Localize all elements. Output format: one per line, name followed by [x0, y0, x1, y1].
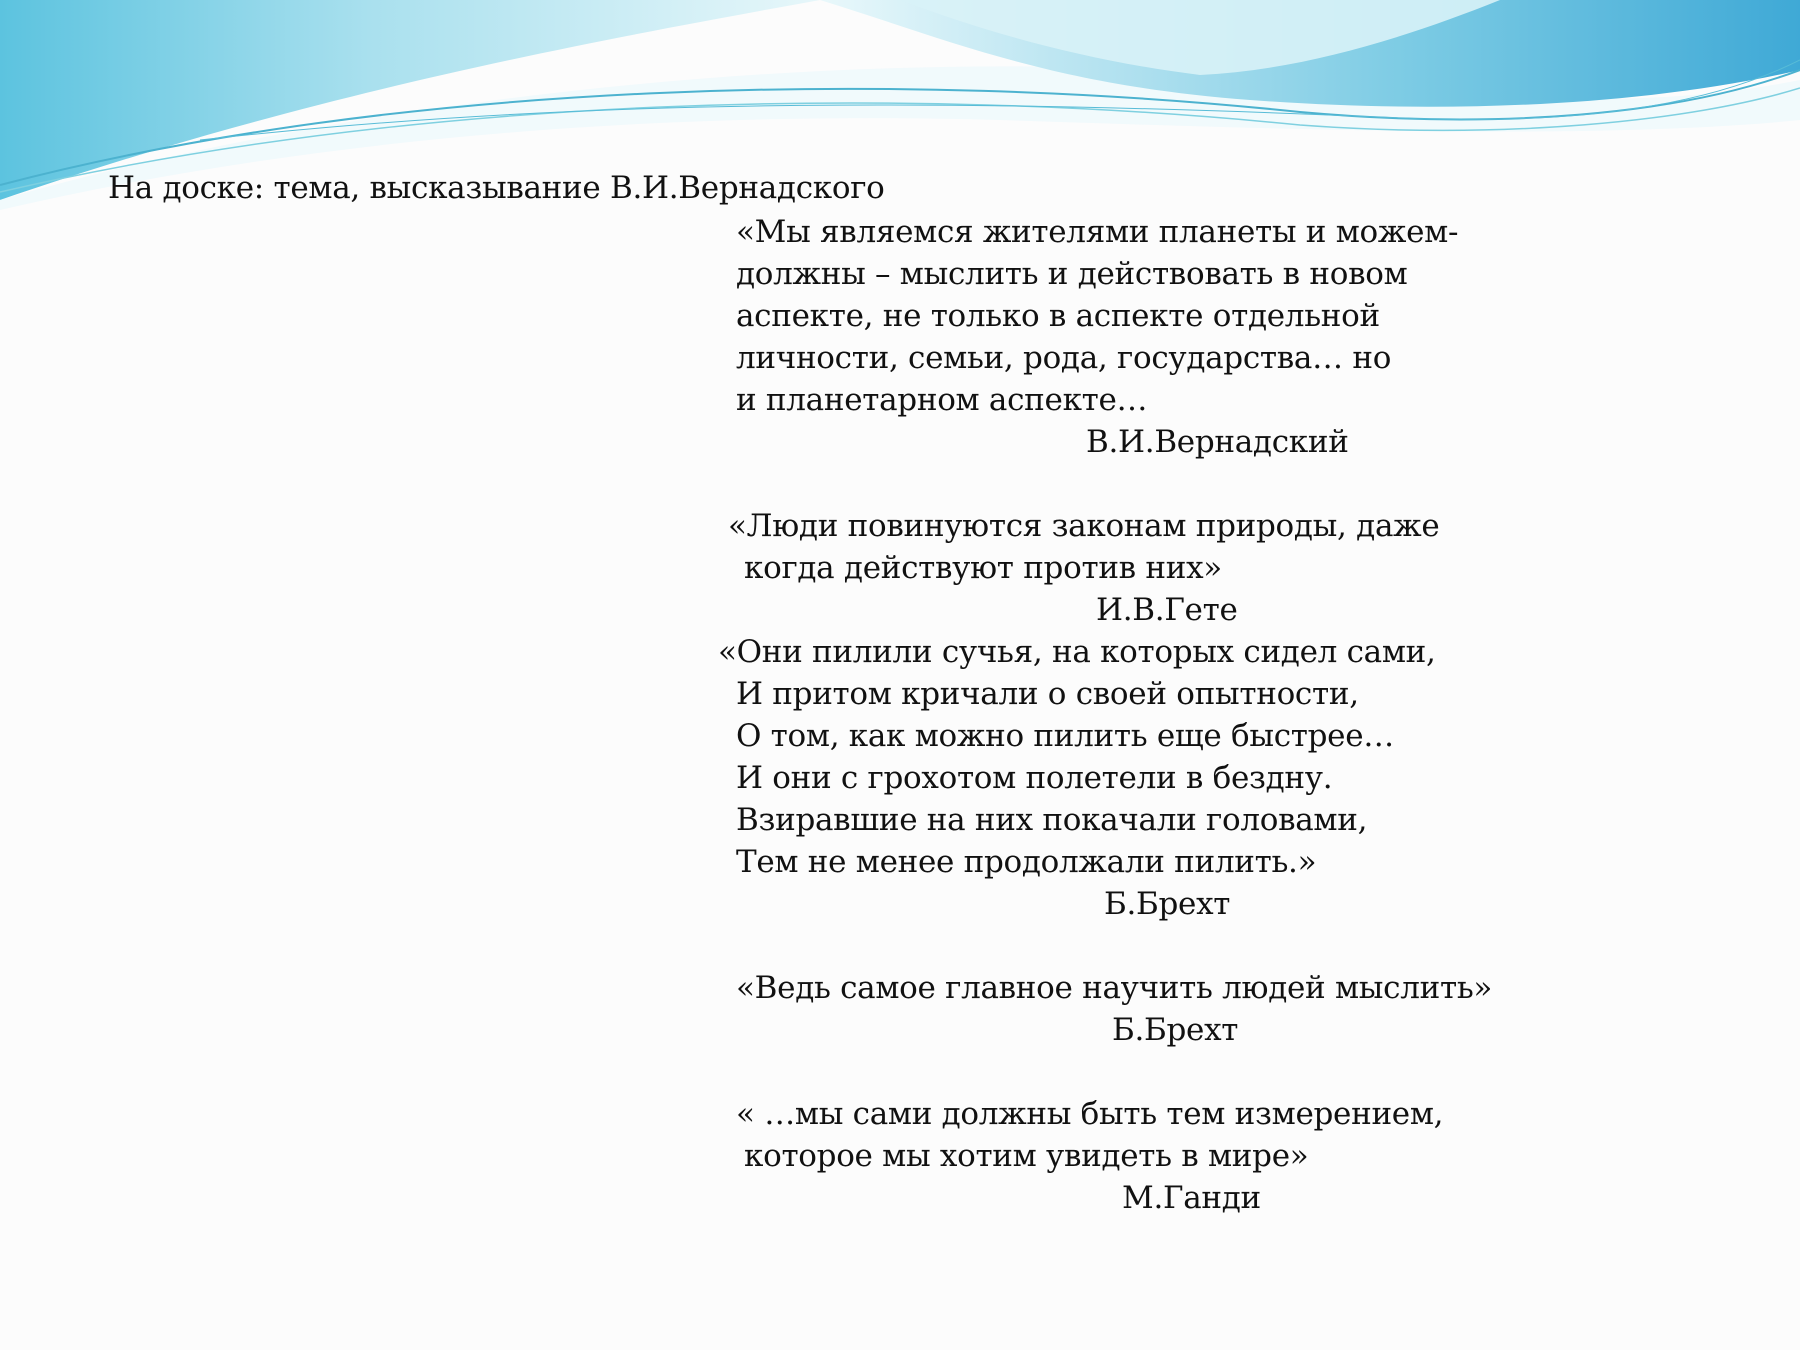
quote-1-line-4: личности, семьи, рода, государства… но	[736, 340, 1392, 376]
quote-2-author: И.В.Гете	[1096, 592, 1238, 628]
quote-3-line-1: «Они пилили сучья, на которых сидел сами,	[718, 634, 1436, 670]
quote-1-line-3: аспекте, не только в аспекте отдельной	[736, 298, 1380, 334]
quote-5-line-2: которое мы хотим увидеть в мире»	[744, 1138, 1309, 1174]
quote-1-line-5: и планетарном аспекте…	[736, 382, 1148, 418]
quote-3-line-2: И притом кричали о своей опытности,	[736, 676, 1359, 712]
quote-5-line-1: « …мы сами должны быть тем измерением,	[736, 1096, 1444, 1132]
quote-2-line-2: когда действуют против них»	[744, 550, 1222, 586]
quote-5-author: М.Ганди	[1122, 1180, 1261, 1216]
quote-3-author: Б.Брехт	[1104, 886, 1231, 922]
quote-4-author: Б.Брехт	[1112, 1012, 1239, 1048]
quote-3-line-6: Тем не менее продолжали пилить.»	[736, 844, 1317, 880]
quote-1-line-1: «Мы являемся жителями планеты и можем-	[736, 214, 1459, 250]
quote-1-author: В.И.Вернадский	[1086, 424, 1349, 460]
heading: На доске: тема, высказывание В.И.Вернадского	[108, 170, 885, 206]
quote-3-line-4: И они с грохотом полетели в бездну.	[736, 760, 1333, 796]
quote-4-line-1: «Ведь самое главное научить людей мыслить»	[736, 970, 1493, 1006]
quote-3-line-5: Взиравшие на них покачали головами,	[736, 802, 1368, 838]
quote-2-line-1: «Люди повинуются законам природы, даже	[728, 508, 1440, 544]
quote-1-line-2: должны – мыслить и действовать в новом	[736, 256, 1408, 292]
quote-3-line-3: О том, как можно пилить еще быстрее…	[736, 718, 1394, 754]
